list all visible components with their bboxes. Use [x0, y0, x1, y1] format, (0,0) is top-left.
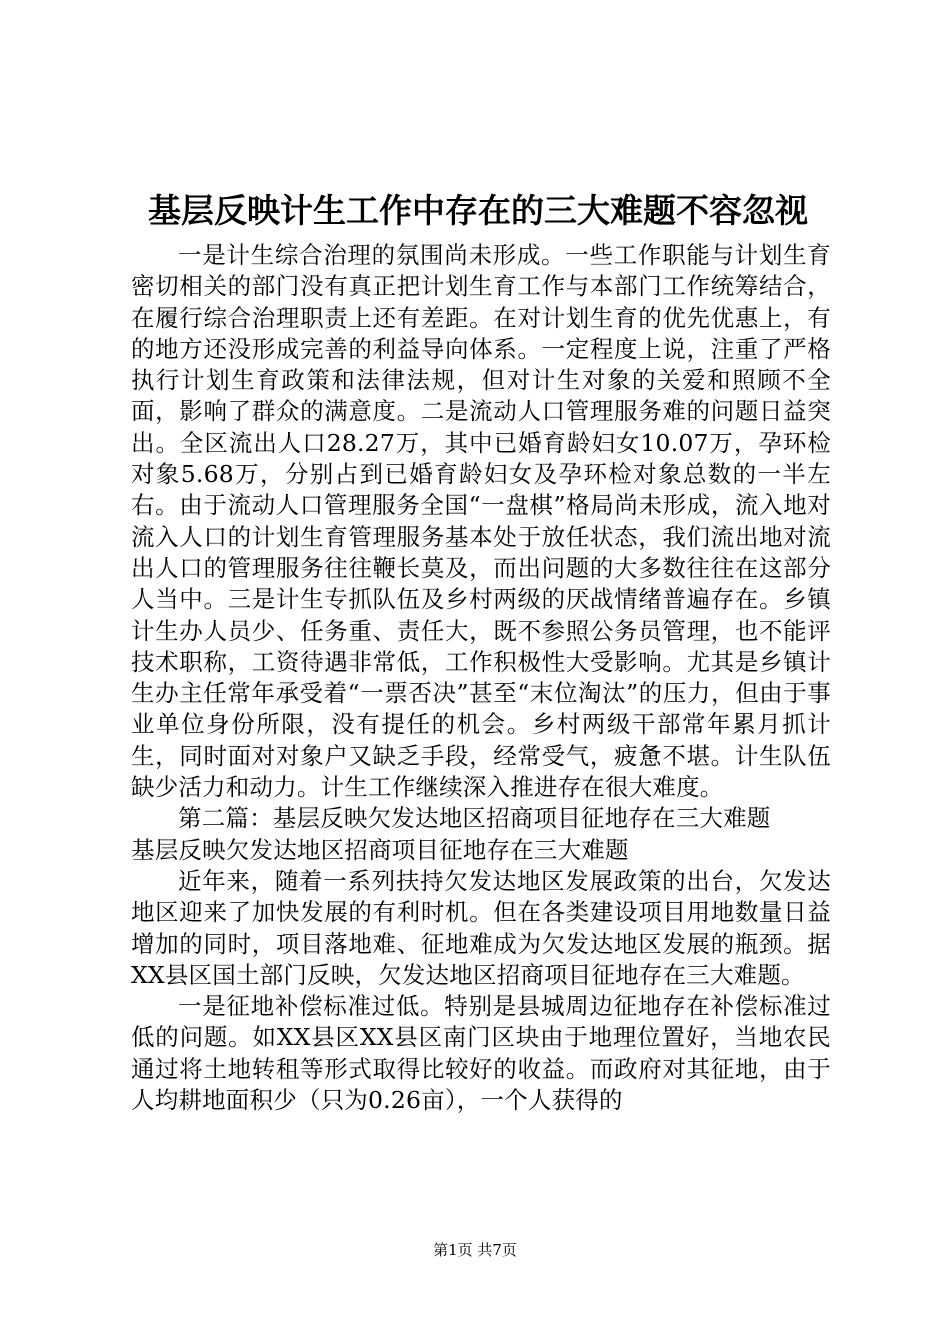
second-article-heading: 第二篇：基层反映欠发达地区招商项目征地存在三大难题 — [178, 804, 771, 833]
paragraph-3: 一是征地补偿标准过低。特别是县城周边征地存在补偿标准过低的问题。如XX县区XX县区南门区块由于地理位置好，当地农民通过将土地转租等形式取得比较好的收益。而政府对其征地，由于人均耕地面积少（只为0.26亩），一个人获得的 — [131, 992, 831, 1115]
document-title: 基层反映计生工作中存在的三大难题不容忽视 — [148, 191, 808, 230]
paragraph-1: 一是计生综合治理的氛围尚未形成。一些工作职能与计划生育密切相关的部门没有真正把计划生育工作与本部门工作统筹结合，在履行综合治理职责上还有差距。在对计划生育的优先优惠上，有的地方还没形成完善的利益导向体系。一定程度上说，注重了严格执行计划生育政策和法律法规，但对计生对象的关爱和照顾不全面，影响了群众的满意度。二是流动人口管理服务难的问题日益突出。全区流出人口28.27万，其中已婚育龄妇女10.07万，孕环检对象5.68万，分别占到已婚育龄妇女及孕环检对象总数的一半左右。由于流动人口管理服务全国“一盘棋”格局尚未形成，流入地对流入人口的计划生育管理服务基本处于放任状态，我们流出地对流出人口的管理服务往往鞭长莫及，而出问题的大多数往往在这部分人当中。三是计生专抓队伍及乡村两级的厌战情绪普遍存在。乡镇计生办人员少、任务重、责任大，既不参照公务员管理，也不能评技术职称，工资待遇非常低，工作积极性大受影响。尤其是乡镇计生办主任常年承受着“一票否决”甚至“末位淘汰”的压力，但由于事业单位身份所限，没有提任的机会。乡村两级干部常年累月抓计生，同时面对对象户又缺乏手段，经常受气，疲惫不堪。计生队伍缺少活力和动力。计生工作继续深入推进存在很大难度。 — [131, 241, 831, 802]
second-article-subheading: 基层反映欠发达地区招商项目征地存在三大难题 — [131, 835, 629, 864]
paragraph-2: 近年来，随着一系列扶持欠发达地区发展政策的出台，欠发达地区迎来了加快发展的有利时机。但在各类建设项目用地数量日益增加的同时，项目落地难、征地难成为欠发达地区发展的瓶颈。据XX县区国土部门反映，欠发达地区招商项目征地存在三大难题。 — [131, 866, 831, 989]
page-number-footer: 第1页 共7页 — [433, 1241, 517, 1259]
document-body — [131, 240, 831, 1116]
